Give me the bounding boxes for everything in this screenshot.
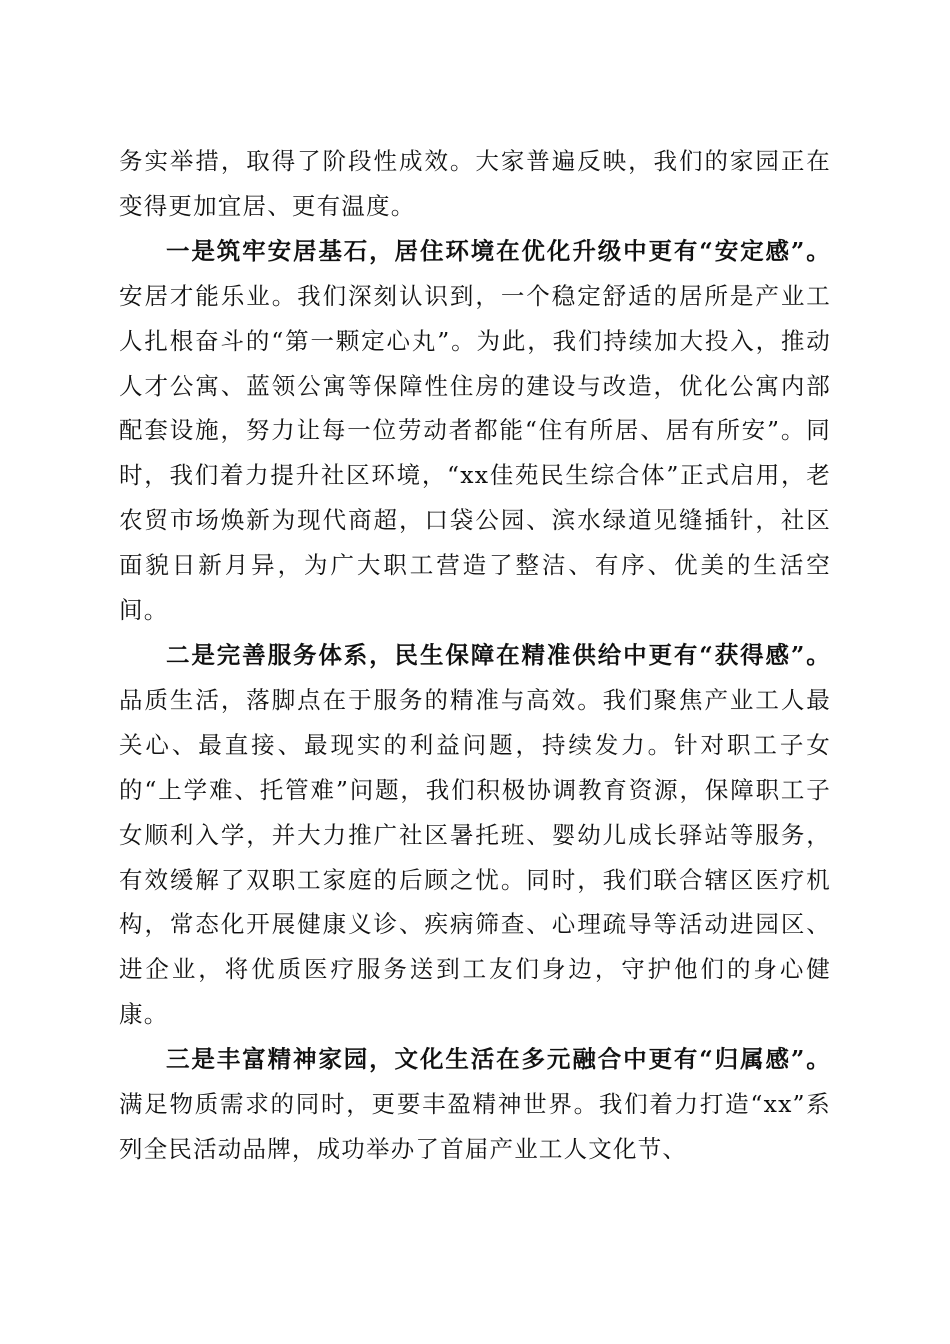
paragraph-culture <box>119 1037 831 1172</box>
paragraph-lead: 二是完善服务体系，民生保障在精准供给中更有“获得感”。 <box>166 640 831 669</box>
paragraph-continuation <box>119 139 831 229</box>
paragraph-text: 品质生活，落脚点在于服务的精准与高效。我们聚焦产业工人最关心、最直接、最现实的利益问题，持续发力。针对职工子女的“上学难、托管难”问题，我们积极协调教育资源，保障职工子女顺利入学，并大力推广社区暑托班、婴幼儿成长驿站等服务，有效缓解了双职工家庭的后顾之忧。同时，我们联合辖区医疗机构，常态化开展健康义诊、疾病筛查、心理疏导等活动进园区、进企业，将优质医疗服务送到工友们身边，守护他们的身心健康。 <box>119 685 831 1029</box>
paragraph-services <box>119 633 831 1037</box>
paragraph-lead: 一是筑牢安居基石，居住环境在优化升级中更有“安定感”。 <box>166 236 831 265</box>
paragraph-text: 务实举措，取得了阶段性成效。大家普遍反映，我们的家园正在变得更加宜居、更有温度。 <box>119 147 831 220</box>
paragraph-text: 满足物质需求的同时，更要丰盈精神世界。我们着力打造“xx”系列全民活动品牌，成功举办了首届产业工人文化节、 <box>119 1090 831 1163</box>
paragraph-text: 安居才能乐业。我们深刻认识到，一个稳定舒适的居所是产业工人扎根奋斗的“第一颗定心丸”。为此，我们持续加大投入，推动人才公寓、蓝领公寓等保障性住房的建设与改造，优化公寓内部配套设施，努力让每一位劳动者都能“住有所居、居有所安”。同时，我们着力提升社区环境，“xx佳苑民生综合体”正式启用，老农贸市场焕新为现代商超，口袋公园、滨水绿道见缝插针，社区面貌日新月异，为广大职工营造了整洁、有序、优美的生活空间。 <box>119 281 831 625</box>
document-body <box>119 139 831 1172</box>
paragraph-lead: 三是丰富精神家园，文化生活在多元融合中更有“归属感”。 <box>166 1045 831 1074</box>
paragraph-housing <box>119 229 831 633</box>
